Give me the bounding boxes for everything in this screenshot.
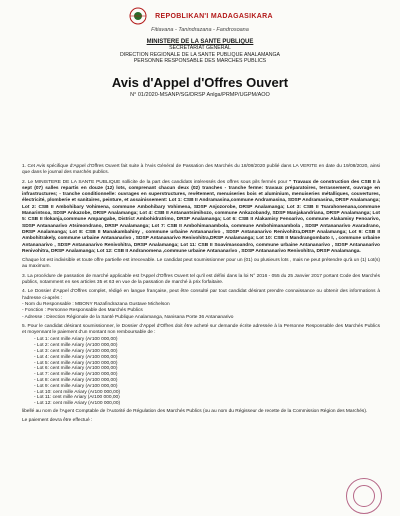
list-item: - Lot 7: cent mille Ariary (Ar100 000,00) — [34, 372, 118, 378]
procurement-person: PERSONNE RESPONSABLE DES MARCHES PUBLICS — [133, 58, 267, 64]
contact-name: - Nom du Responsable : MBONY Razafindrazana Gustave Michelson — [22, 301, 170, 307]
paragraph-2-intro: 2. Le MINISTERE DE LA SANTE PUBLIQUE sollicite de la part des candidats intéressés des offres sous pils fermés pour — [22, 179, 288, 185]
paragraph-4: 4. Le Dossier d'Appel d'Offres complet, rédigé en langue française, peut être consulté par tout candidat désirant prendre connaissance ou obtenir des informations à l'adresse ci-après : — [22, 289, 380, 301]
contact-address: - Adresse : Direction Régionale de la Santé Publique Analamanga, Nanisana Porte 36 Antananarivo — [22, 314, 234, 320]
paragraph-5-payee: libellé au nom de l'Agent Comptable de l'Autorité de Régulation des Marchés Publics (ou au nom du Régisseur de recette de la Commission Région des Marchés). — [22, 408, 368, 414]
list-item: - Lot 4: cent mille Ariary (Ar100 000,00) — [34, 354, 118, 360]
paragraph-1: 1. Cet Avis spécifique d'Appel d'Offres Ouvert fait suite à l'Avis Général de Passation des Marchés du 18/08/2020 publié dans LA VERITE en date du 19/08/2020, ainsi que dans le journal des marchés publics. — [22, 164, 380, 176]
list-item: - Lot 1: cent mille Ariary (Ar100 000,00) — [34, 337, 118, 343]
paragraph-2 — [22, 180, 380, 256]
list-item: - Lot 8: cent mille Ariary (Ar100 000,00) — [34, 378, 118, 383]
list-item: - Lot 10: cent mille Ariary (Ar100 000,00) — [34, 389, 121, 395]
list-item: - Lot 5: cent mille Ariary (Ar100 000,00) — [34, 360, 118, 366]
list-item: - Lot 11: cent mille Ariary (Ar100 000,00) — [34, 395, 120, 401]
document-body — [22, 164, 380, 428]
official-stamp — [346, 478, 382, 514]
contact-function: - Fonction : Personne Responsable des Marchés Publics — [22, 308, 143, 314]
republic-motto: Fitiavana - Tanindrazana - Fandrosoana — [151, 27, 249, 33]
document-title: Avis d'Appel d'Offres Ouvert — [111, 74, 289, 90]
republic-name: REPOBLIKAN'I MADAGASIKARA — [155, 12, 273, 20]
list-item: - Lot 2: cent mille Ariary (Ar100 000,00) — [34, 343, 118, 349]
document-reference: N° 01/2020-MSANP/SG/DRSP Anlga/PRMP/UGPM/AOO — [130, 91, 270, 98]
list-item: - Lot 6: cent mille Ariary (Ar100 000,00) — [34, 366, 118, 372]
regional-direction: DIRECTION REGIONALE DE LA SANTE PUBLIQUE ANALAMANGA — [120, 51, 280, 58]
paragraph-6: Le paiement devra être effectué : — [22, 418, 93, 424]
emblem — [0, 6, 400, 26]
list-item: - Lot 12: cent mille Ariary (Ar100 000,00) — [34, 401, 121, 407]
secretariat: SECRETARIAT GENERAL — [169, 45, 231, 51]
document-header — [0, 6, 400, 65]
list-item: - Lot 9: cent mille Ariary (Ar100 000,00) — [34, 383, 118, 389]
paragraph-5: 5. Pour le candidat désirant soumissionner, le Dossier d'Appel d'Offres doit être acheté sur demande écrite adressée à la Personne Responsable des Marchés Publics et moyennant le paiement d'un montant non remboursable de : — [22, 323, 380, 336]
lot-price-list — [34, 337, 380, 407]
paragraph-3: 3. La procédure de passation de marché applicable est l'Appel d'Offres Ouvert tel qu'il est défini dans la loi N° 2016 - 055 du 25 Janvier 2017 portant Code des Marchés publics, notamment en ses articles 35 et 63 en vue de la passation de marché à prix forfaitaire. — [22, 273, 380, 286]
paragraph-2-works: " Travaux de construction des CSB II à sept (07) salles repartis en douze (12) lots, comprenant chacun deux (02) tranches - tranche ferme: travaux préparatoires, terrassement, ouvrage en infrastructures; - tranche conditionnelle: ouvrages en superstructures, revêtement, menuiseries bois et aluminium, menuiseries métalliques, couvertures, électricité, plomberie et sanitaires, peinture, et assainissement: Lot 1: CSB II Andramasina,commune Andramasina, SDSP Andramasina, DRSP Analamanga; Lot 2: CSB II Ambohibary Vohimena, commune Ambohibary Vohimena, SDSP Anjozorobe, DRSP Analamanga; Lot 3: CSB II Tsarahonenana,commune Manarintsoa, SDSP Ankazobe, DRSP Analamanga; Lot 4: CSB II Antanantsimihozo, commune Ankazobandy, SDSP Manjakandriana, DRSP Analamanga; Lot 5: CSB II Ilokanja,commune Ampangabe, District Ambohidratrimo, DRSP Analamanga; Lot 6: CSB II Alakamisy Fenoarivo, commune Alakamisy Fenoarivo, SDSP Antananarivo Atsimondrano, DRSP Analamanga; Lot 7: CSB II Ambohimanambola, commune Ambohimanambola , SDSP Antananarivo Avaradrano, DRSP Analamanga; Lot 8: CSB II Manakambahiny , commune urbaine Antananarivo , SDSP Antananarivo Renivohitra,DRSP Analamanga; Lot 9: CSB II Ambohitrakely, commune urbaine Antananarivo , SDSP Antananarivo Renivohitra,DRSP Analamanga; Lot 10: CSB II Mandrangombato I, , commune urbaine Antananarivo , SDSP Antananarivo Renivohitra, DRSP Analamanga; Lot 11: CSB II Soavimasoandro, commune urbaine Antananarivo , SDSP Antananarivo Renivohitra, DRSP Analamanga; Lot 12: CSB II Andranomena ,commune urbaine Antananarivo , SDSP Antananarivo Renivohitra, DRSP Analamanga. — [22, 179, 380, 254]
coat-of-arms-icon — [127, 6, 149, 26]
paragraph-2-lots-note: Chaque lot est indivisible et toute offre partielle est irrecevable. Le candidat peut soumissionner pour un (01) ou plusieurs lots , mais ne peut prétendre qu'à un (1) Lot(s) au maximum. — [22, 258, 380, 270]
list-item: - Lot 3: cent mille Ariary (Ar100 000,00) — [34, 349, 118, 355]
ministry-name: MINISTERE DE LA SANTE PUBLIQUE — [146, 39, 254, 45]
